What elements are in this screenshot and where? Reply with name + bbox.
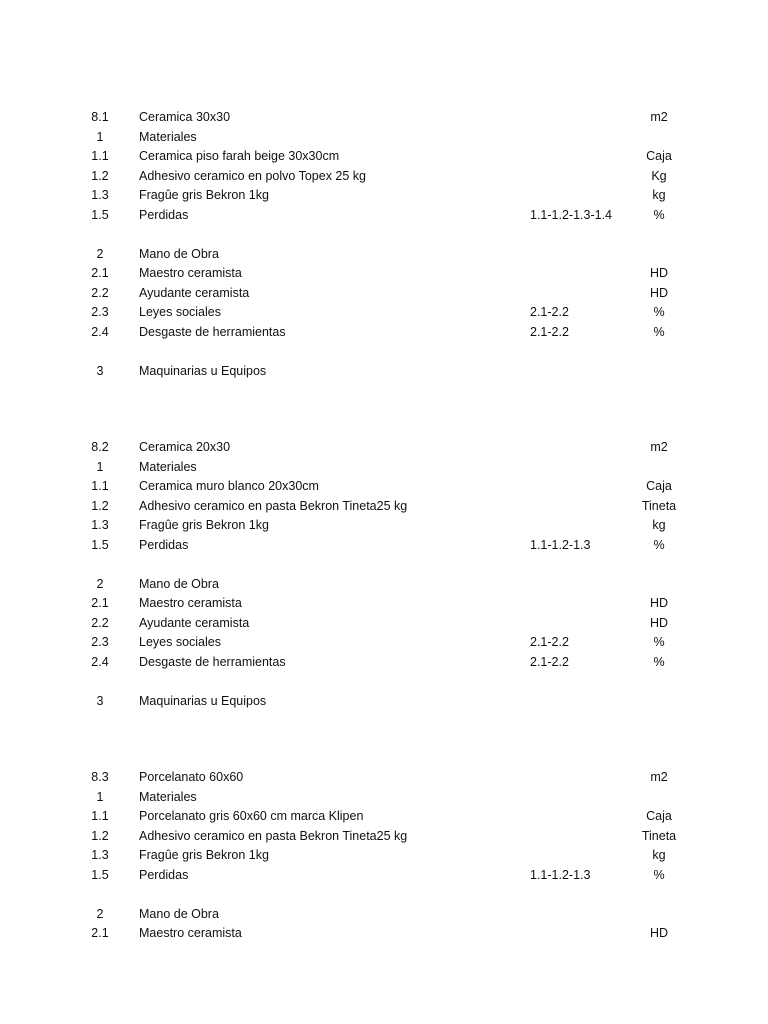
item-unit: m2 (650, 440, 668, 454)
item-unit: % (653, 635, 665, 649)
item-description: Materiales (139, 459, 197, 474)
item-description: Leyes sociales (139, 635, 221, 649)
budget-row (0, 653, 768, 673)
item-description: Desgaste de herramientas (139, 324, 286, 339)
item-description: Maestro ceramista (139, 596, 242, 610)
budget-row (0, 788, 768, 808)
item-number: 1.1 (91, 479, 109, 493)
budget-row (0, 323, 768, 343)
item-description: Maquinarias u Equipos (139, 363, 267, 378)
item-description: Ceramica 30x30 (139, 110, 231, 124)
item-description: Maquinarias u Equipos (139, 693, 267, 708)
item-number: 2.2 (91, 285, 109, 300)
item-number: 2.1 (91, 266, 109, 280)
item-number: 8.1 (91, 110, 109, 124)
item-number: 1.3 (91, 848, 109, 862)
item-description: Maestro ceramista (139, 926, 242, 940)
budget-row (0, 924, 768, 944)
item-number: 1.1 (91, 809, 109, 823)
item-unit: % (653, 867, 665, 882)
item-reference: 2.1-2.2 (530, 635, 569, 649)
item-number: 1.2 (91, 168, 109, 183)
item-description: Desgaste de herramientas (139, 654, 286, 669)
budget-row (0, 846, 768, 866)
item-unit: Kg (651, 168, 667, 183)
item-number: 1.2 (91, 828, 109, 843)
item-description: Mano de Obra (139, 576, 219, 591)
item-reference: 1.1-1.2-1.3 (530, 537, 591, 552)
budget-row (0, 147, 768, 167)
budget-row (0, 206, 768, 226)
item-unit: % (653, 654, 665, 669)
item-number: 1.1 (91, 149, 109, 163)
budget-row (0, 905, 768, 925)
item-unit: kg (652, 848, 666, 862)
item-description: Porcelanato 60x60 (139, 770, 244, 784)
item-description: Perdidas (139, 537, 189, 552)
item-number: 2.3 (91, 305, 109, 319)
item-description: Porcelanato gris 60x60 cm marca Klipen (139, 809, 364, 823)
budget-section-8-3 (0, 768, 768, 944)
item-unit: kg (652, 518, 666, 532)
budget-row (0, 245, 768, 265)
item-number: 3 (96, 693, 104, 708)
item-description: Perdidas (139, 867, 189, 882)
spacer-row (0, 342, 768, 362)
item-number: 3 (96, 363, 104, 378)
item-number: 1.5 (91, 867, 109, 882)
item-number: 2 (96, 246, 104, 261)
item-number: 2 (96, 576, 104, 591)
item-number: 1.5 (91, 207, 109, 222)
item-description: Ceramica 20x30 (139, 440, 231, 454)
item-number: 2 (96, 906, 104, 921)
item-unit: Caja (646, 479, 672, 493)
item-description: Adhesivo ceramico en pasta Bekron Tineta25 kg (139, 498, 408, 513)
item-description: Mano de Obra (139, 906, 219, 921)
budget-row (0, 768, 768, 788)
item-description: Adhesivo ceramico en pasta Bekron Tineta25 kg (139, 828, 408, 843)
item-reference: 1.1-1.2-1.3-1.4 (530, 207, 612, 222)
item-number: 2.4 (91, 654, 109, 669)
budget-row (0, 167, 768, 187)
item-number: 2.2 (91, 615, 109, 630)
item-unit: m2 (650, 770, 668, 784)
item-unit: HD (649, 596, 669, 610)
item-description: Fragûe gris Bekron 1kg (139, 518, 269, 532)
budget-row (0, 516, 768, 536)
budget-row (0, 108, 768, 128)
item-description: Maestro ceramista (139, 266, 242, 280)
budget-row (0, 866, 768, 886)
item-number: 2.4 (91, 324, 109, 339)
spacer-row (0, 555, 768, 575)
budget-row (0, 807, 768, 827)
item-description: Ceramica piso farah beige 30x30cm (139, 149, 340, 163)
budget-row (0, 303, 768, 323)
budget-row (0, 633, 768, 653)
spacer-row (0, 225, 768, 245)
budget-row (0, 458, 768, 478)
item-unit: % (653, 537, 665, 552)
item-number: 8.2 (91, 440, 109, 454)
item-unit: Caja (646, 149, 672, 163)
item-description: Ayudante ceramista (139, 615, 250, 630)
budget-row (0, 477, 768, 497)
item-unit: % (653, 305, 665, 319)
item-unit: Tineta (641, 498, 677, 513)
budget-row (0, 438, 768, 458)
item-unit: HD (649, 926, 669, 940)
budget-section-8-2 (0, 438, 768, 711)
item-description: Mano de Obra (139, 246, 219, 261)
item-number: 8.3 (91, 770, 109, 784)
item-description: Fragûe gris Bekron 1kg (139, 848, 269, 862)
budget-row (0, 536, 768, 556)
item-unit: % (653, 207, 665, 222)
item-description: Perdidas (139, 207, 189, 222)
item-reference: 2.1-2.2 (530, 305, 569, 319)
budget-row (0, 614, 768, 634)
item-number: 1.5 (91, 537, 109, 552)
item-number: 1.3 (91, 518, 109, 532)
item-description: Materiales (139, 129, 197, 144)
budget-row (0, 827, 768, 847)
item-unit: % (653, 324, 665, 339)
budget-row (0, 128, 768, 148)
budget-row (0, 497, 768, 517)
item-number: 1 (96, 129, 104, 144)
item-unit: HD (649, 266, 669, 280)
item-number: 1.2 (91, 498, 109, 513)
item-description: Adhesivo ceramico en polvo Topex 25 kg (139, 168, 366, 183)
item-unit: m2 (650, 110, 668, 124)
budget-row (0, 575, 768, 595)
item-unit: HD (649, 285, 669, 300)
item-description: Ayudante ceramista (139, 285, 250, 300)
spacer-row (0, 672, 768, 692)
item-unit: Tineta (641, 828, 677, 843)
budget-row (0, 362, 768, 382)
item-unit: Caja (646, 809, 672, 823)
item-number: 2.1 (91, 596, 109, 610)
spacer-row (0, 885, 768, 905)
item-unit: kg (652, 188, 666, 202)
item-description: Materiales (139, 789, 197, 804)
item-reference: 2.1-2.2 (530, 324, 569, 339)
item-reference: 1.1-1.2-1.3 (530, 867, 591, 882)
item-unit: HD (649, 615, 669, 630)
item-number: 1 (96, 789, 104, 804)
item-description: Fragûe gris Bekron 1kg (139, 188, 269, 202)
item-number: 2.1 (91, 926, 109, 940)
budget-row (0, 692, 768, 712)
budget-row (0, 264, 768, 284)
budget-section-8-1 (0, 108, 768, 381)
item-number: 1 (96, 459, 104, 474)
item-description: Ceramica muro blanco 20x30cm (139, 479, 319, 493)
budget-row (0, 594, 768, 614)
item-reference: 2.1-2.2 (530, 654, 569, 669)
item-number: 1.3 (91, 188, 109, 202)
item-number: 2.3 (91, 635, 109, 649)
budget-row (0, 186, 768, 206)
item-description: Leyes sociales (139, 305, 221, 319)
budget-row (0, 284, 768, 304)
